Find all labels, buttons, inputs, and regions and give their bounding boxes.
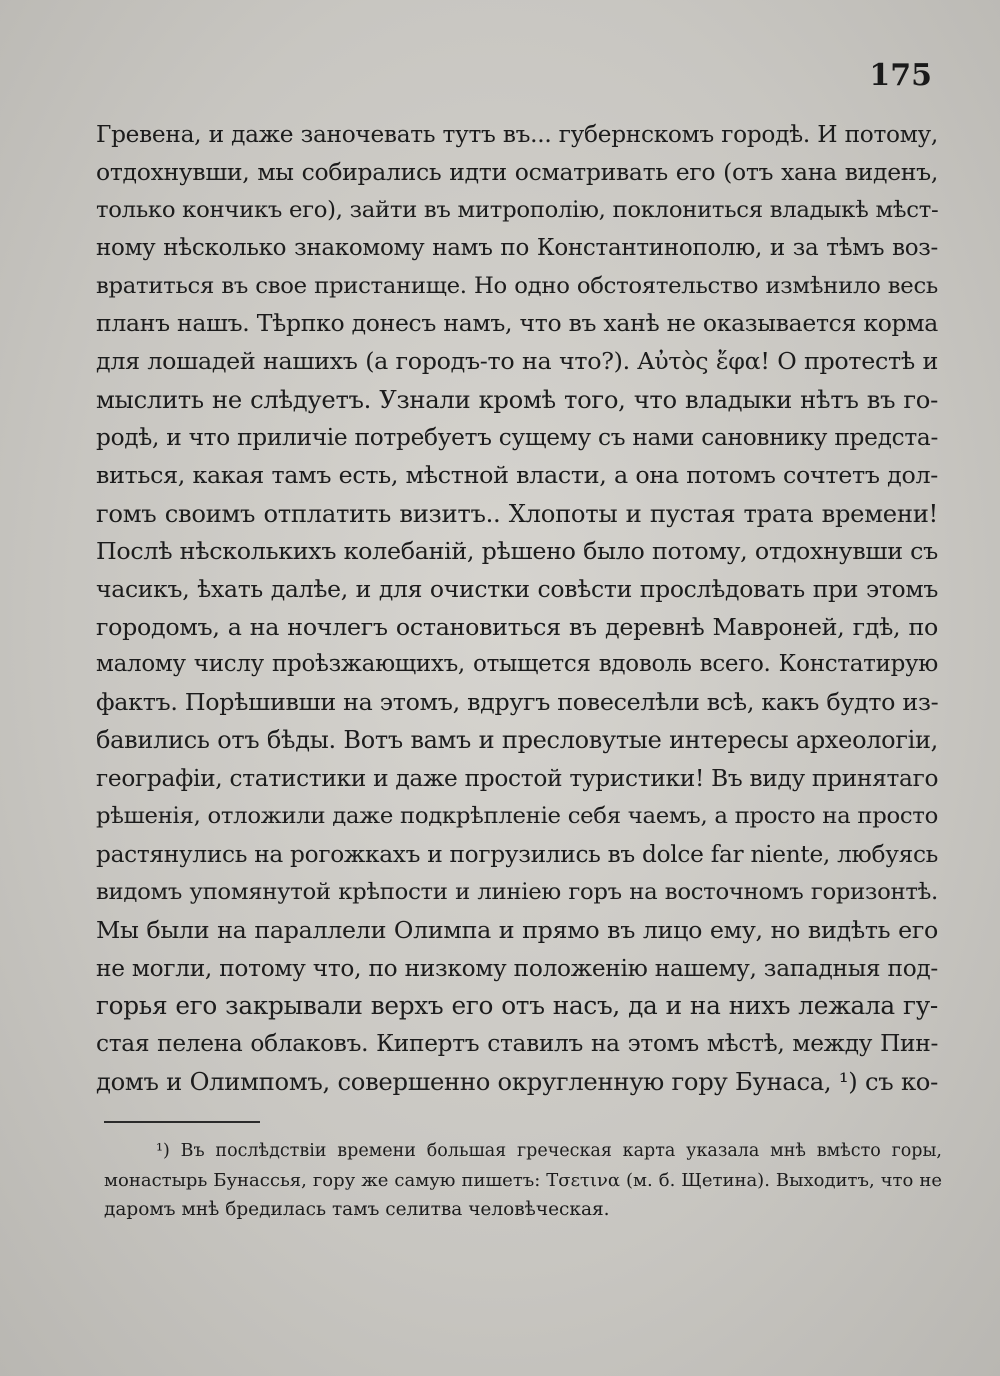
text-line: родѣ, и что приличіе потребуетъ сущему съ нами сановнику предста- [96,424,938,452]
footnote-divider [104,1121,260,1123]
text-line: малому числу проѣзжающихъ, отыщется вдоволь всего. Констатирую [96,651,938,678]
text-line: планъ нашъ. Тѣрпко донесъ намъ, что въ ханѣ не оказывается корма [96,309,938,338]
text-line: ному нѣсколько знакомому намъ по Константинополю, и за тѣмъ воз- [96,234,938,261]
text-line: только кончикъ его), зайти въ митрополію, поклониться владыкѣ мѣст- [96,196,939,223]
text-line: домъ и Олимпомъ, совершенно округленную гору Бунаса, ¹) съ ко- [96,1067,938,1097]
text-line: фактъ. Порѣшивши на этомъ, вдругъ повеселѣли всѣ, какъ будто из- [96,688,939,717]
text-line: не могли, потому что, по низкому положенію нашему, западныя под- [96,954,938,982]
text-line: гомъ своимъ отплатить визитъ.. Хлопоты и пустая трата времени! [96,498,938,528]
text-line: Послѣ нѣсколькихъ колебаній, рѣшено было потому, отдохнувши съ [96,536,938,565]
footnote [104,1137,942,1224]
text-line: рѣшенія, отложили даже подкрѣпленіе себя чаемъ, а просто на просто [96,803,938,830]
text-line: часикъ, ѣхать далѣе, и для очистки совѣсти прослѣдовать при этомъ [96,574,938,603]
text-line: горья его закрывали верхъ его отъ насъ, да и на нихъ лежала гу- [96,991,938,1021]
body-text [96,116,938,1101]
text-line: Мы были на параллели Олимпа и прямо въ лицо ему, но видѣть его [96,915,938,944]
text-line: видомъ упомянутой крѣпости и линіею горъ на восточномъ горизонтѣ. [96,878,938,905]
text-line: бавились отъ бѣды. Вотъ вамъ и пресловутые интересы археологіи, [96,726,938,755]
text-line: географіи, статистики и даже простой туристики! Въ виду принятаго [96,765,939,793]
text-line: вратиться въ свое пристанище. Но одно обстоятельство измѣнило весь [96,272,938,299]
text-line: Гревена, и даже заночевать тутъ въ... губернскомъ городѣ. И потому, [96,121,938,148]
text-line: стая пелена облаковъ. Кипертъ ставилъ на этомъ мѣстѣ, между Пин- [96,1030,938,1058]
text-line: для лошадей нашихъ (а городъ-то на что?). Αὐτὸς ἔφα! О протестѣ и [96,347,938,376]
text-line: отдохнувши, мы собирались идти осматривать его (отъ хана виденъ, [96,157,938,186]
footnote-line: ¹) Въ послѣдствіи времени большая греческая карта указала мнѣ вмѣсто горы, [156,1141,942,1161]
text-line: мыслить не слѣдуетъ. Узнали кромѣ того, что владыки нѣтъ въ го- [96,385,938,415]
text-line: растянулись на рогожкахъ и погрузились въ dolce far niente, любуясь [96,840,939,868]
text-line: виться, какая тамъ есть, мѣстной власти, а она потомъ сочтетъ дол- [96,461,938,490]
page-number: 175 [869,58,932,93]
text-line: городомъ, а на ночлегъ остановиться въ деревнѣ Мавроней, гдѣ, по [96,612,938,641]
footnote-line: даромъ мнѣ бредилась тамъ селитва человѣческая. [104,1199,610,1220]
footnote-line: монастырь Бунассья, гору же самую пишетъ: Τσετινα (м. б. Щетина). Выходитъ, что не [104,1170,942,1191]
